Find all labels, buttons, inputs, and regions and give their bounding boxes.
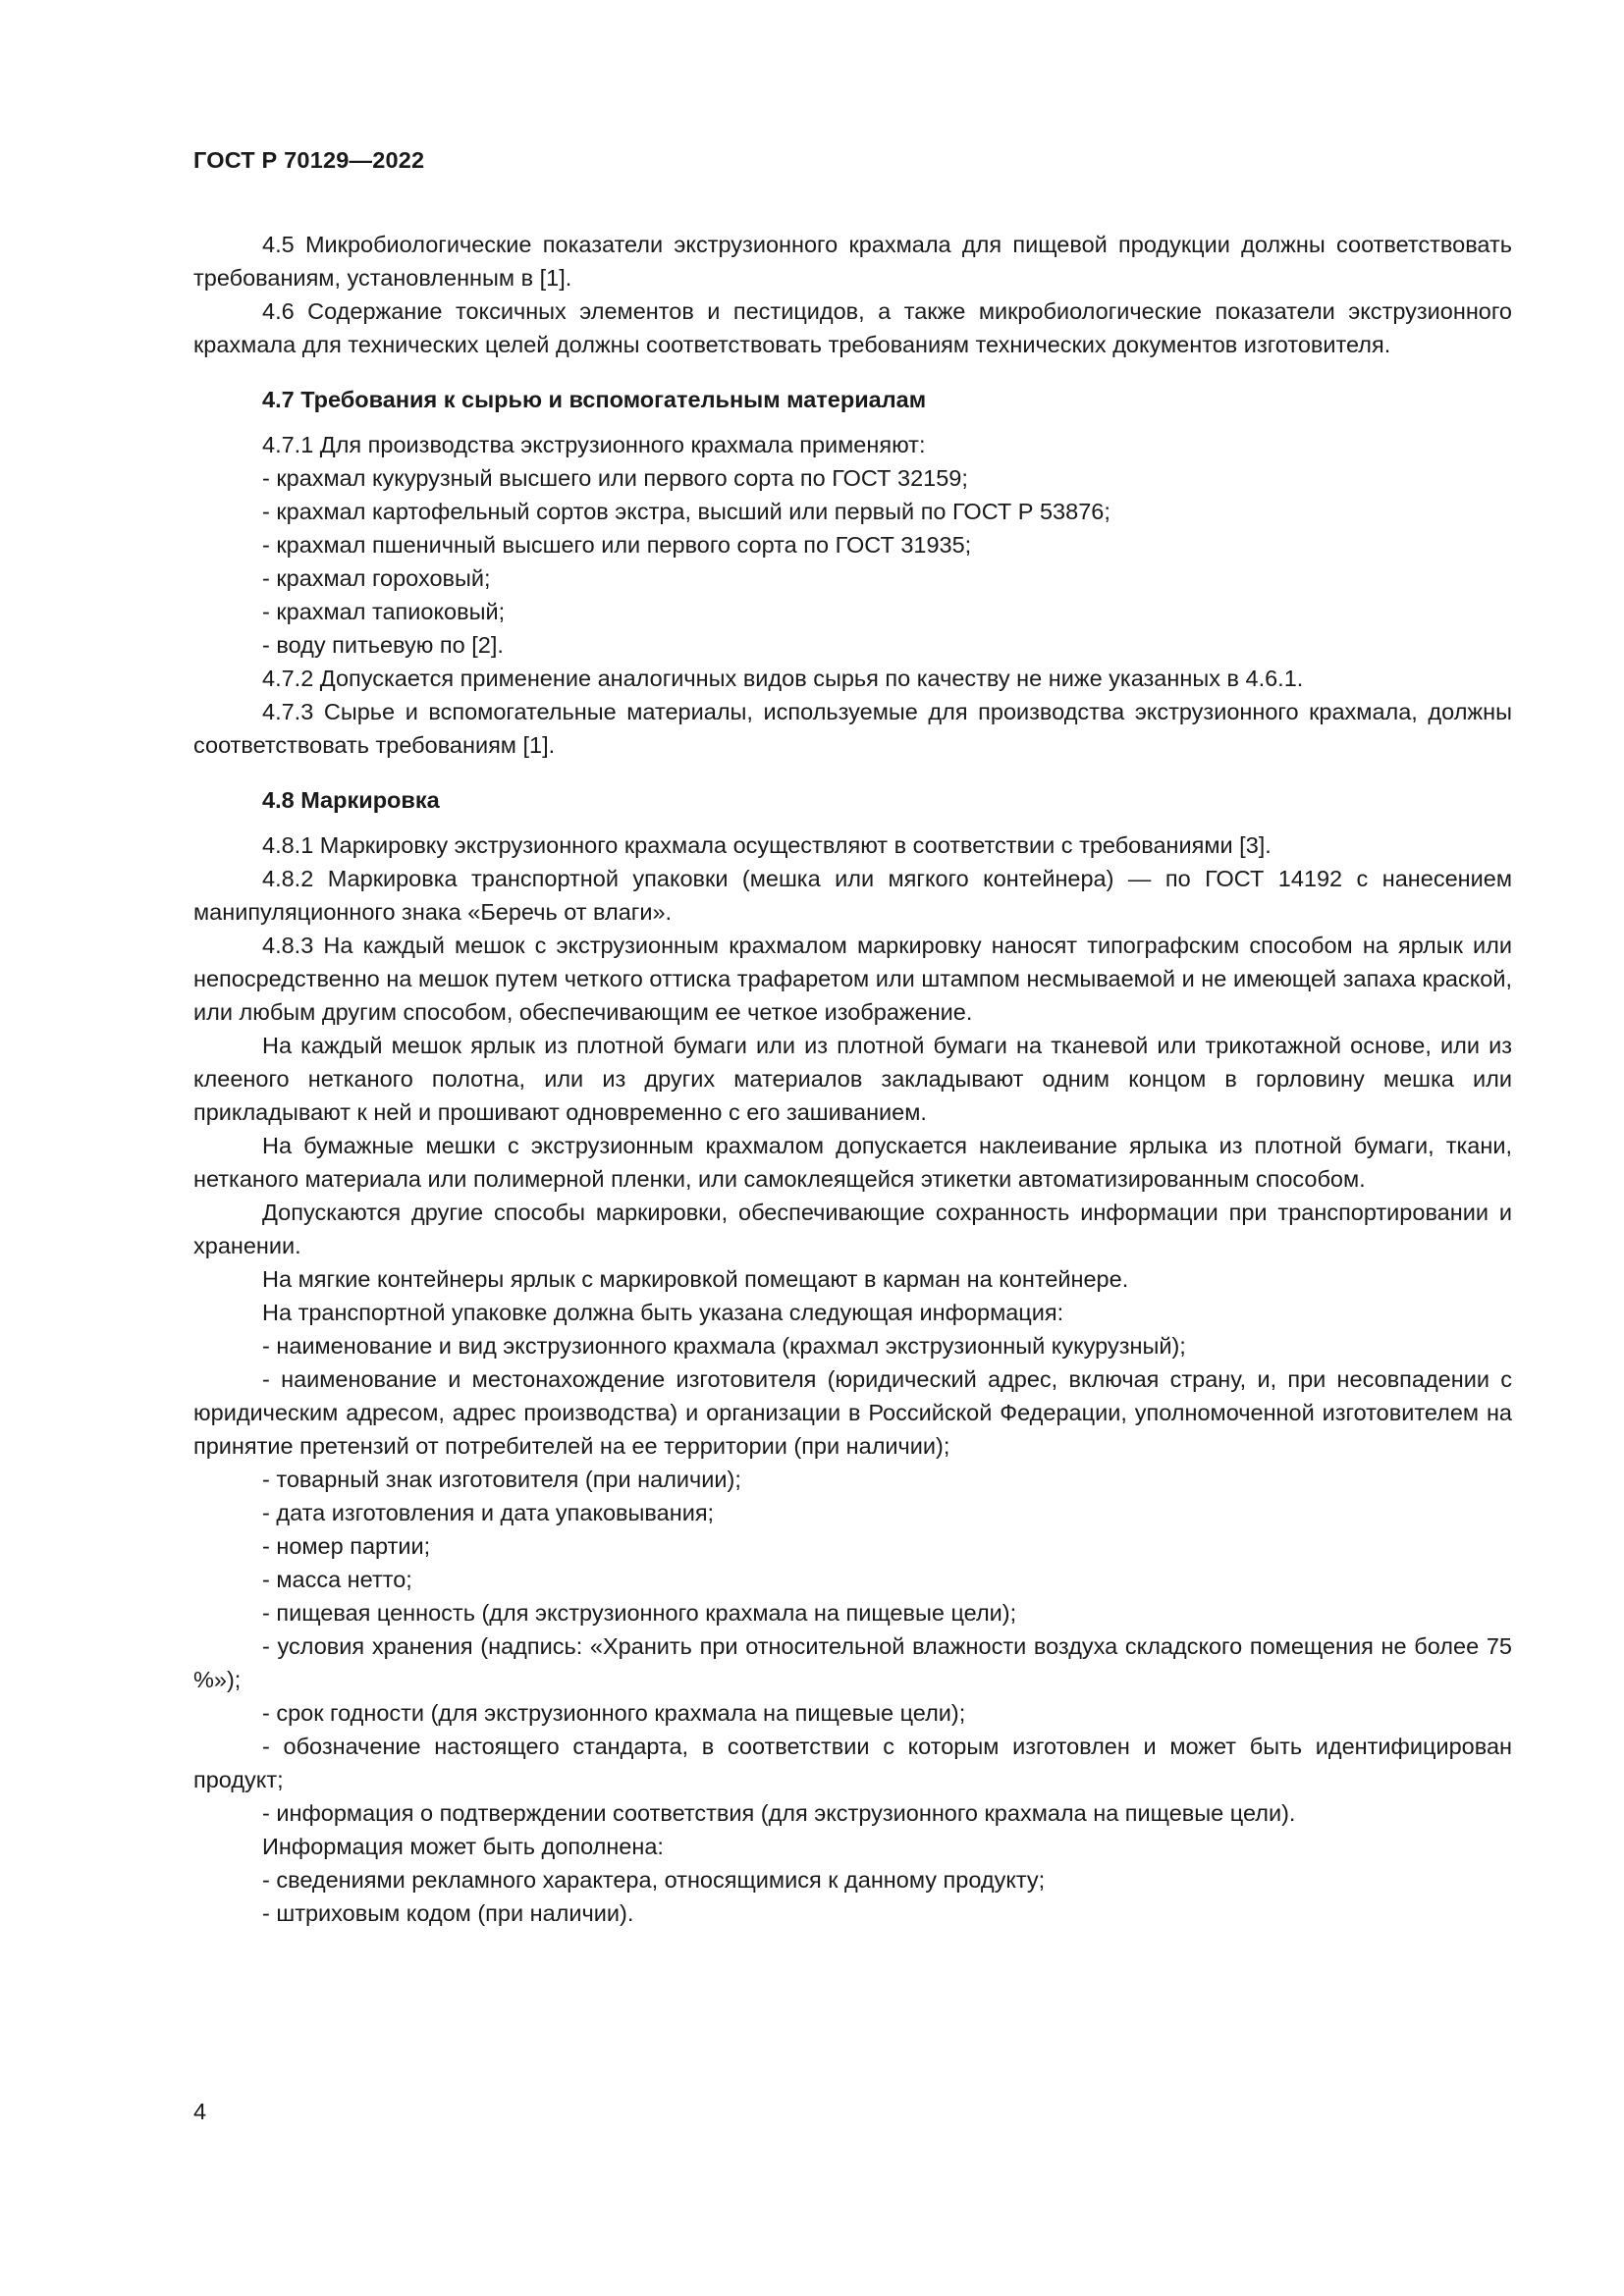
list-item: - срок годности (для экструзионного крахмала на пищевые цели);	[262, 1700, 966, 1726]
list-item: - товарный знак изготовителя (при наличии);	[262, 1467, 741, 1492]
paragraph: На мягкие контейнеры ярлык с маркировкой помещают в карман на контейнере.	[262, 1266, 1129, 1292]
list-item: - крахмал кукурузный высшего или первого сорта по ГОСТ 32159;	[262, 465, 968, 491]
paragraph-4-8-2: 4.8.2 Маркировка транспортной упаковки (мешка или мягкого контейнера) — по ГОСТ 14192 с нанесением манипуляционного знака «Беречь от влаги».	[193, 866, 1512, 925]
section-heading-4-7: 4.7 Требования к сырью и вспомогательным материалам	[262, 387, 927, 412]
list-item: - крахмал картофельный сортов экстра, высший или первый по ГОСТ Р 53876;	[262, 499, 1110, 524]
document-header: ГОСТ Р 70129—2022	[193, 147, 425, 173]
list-item: - сведениями рекламного характера, относящимися к данному продукту;	[262, 1867, 1046, 1893]
paragraph: Информация может быть дополнена:	[262, 1834, 664, 1859]
paragraph-4-7-3: 4.7.3 Сырье и вспомогательные материалы, используемые для производства экструзионного крахмала, должны соответствовать требованиям [1].	[193, 699, 1512, 758]
list-item: - наименование и местонахождение изготовителя (юридический адрес, включая страну, и, при несовпадении с юридическим адресом, адрес производства) и организации в Российской Федерации, уполномоченной изготовителем на принятие претензий от потребителей на ее территории (при наличии);	[193, 1366, 1512, 1459]
section-heading-4-8: 4.8 Маркировка	[262, 787, 440, 813]
list-item: - масса нетто;	[262, 1567, 412, 1592]
list-item: - крахмал тапиоковый;	[262, 599, 506, 624]
paragraph-4-7-2: 4.7.2 Допускается применение аналогичных видов сырья по качеству не ниже указанных в 4.6.1.	[262, 666, 1304, 691]
paragraph-4-8-1: 4.8.1 Маркировку экструзионного крахмала осуществляют в соответствии с требованиями [3].	[262, 832, 1272, 858]
list-item: - воду питьевую по [2].	[262, 632, 504, 658]
list-item: - условия хранения (надпись: «Хранить при относительной влажности воздуха складского помещения не более 75 %»);	[193, 1633, 1512, 1692]
page-number: 4	[193, 2099, 207, 2124]
paragraph: Допускаются другие способы маркировки, обеспечивающие сохранность информации при транспортировании и хранении.	[193, 1200, 1512, 1258]
document-body	[193, 228, 1512, 1930]
paragraph-4-5: 4.5 Микробиологические показатели экструзионного крахмала для пищевой продукции должны соответствовать требованиям, установленным в [1].	[193, 232, 1512, 291]
paragraph-4-8-3: 4.8.3 На каждый мешок с экструзионным крахмалом маркировку наносят типографским способом на ярлык или непосредственно на мешок путем четкого оттиска трафаретом или штампом несмываемой и не имеющей запаха краской, или любым другим способом, обеспечивающим ее четкое изображение.	[193, 933, 1512, 1025]
paragraph-4-7-1: 4.7.1 Для производства экструзионного крахмала применяют:	[262, 432, 926, 457]
list-item: - штриховым кодом (при наличии).	[262, 1900, 634, 1926]
list-item: - крахмал гороховый;	[262, 565, 491, 591]
list-item: - обозначение настоящего стандарта, в соответствии с которым изготовлен и может быть идентифицирован продукт;	[193, 1734, 1512, 1792]
list-item: - пищевая ценность (для экструзионного крахмала на пищевые цели);	[262, 1600, 1017, 1626]
paragraph: На каждый мешок ярлык из плотной бумаги или из плотной бумаги на тканевой или трикотажной основе, или из клееного нетканого полотна, или из других материалов закладывают одним концом в горловину мешка или прикладывают к ней и прошивают одновременно с его зашиванием.	[193, 1033, 1512, 1125]
list-item: - дата изготовления и дата упаковывания;	[262, 1500, 715, 1525]
list-item: - наименование и вид экструзионного крахмала (крахмал экструзионный кукурузный);	[262, 1333, 1186, 1359]
paragraph: На транспортной упаковке должна быть указана следующая информация:	[262, 1300, 1064, 1325]
list-item: - крахмал пшеничный высшего или первого сорта по ГОСТ 31935;	[262, 532, 972, 558]
paragraph-4-6: 4.6 Содержание токсичных элементов и пестицидов, а также микробиологические показатели экструзионного крахмала для технических целей должны соответствовать требованиям технических документов изготовителя.	[193, 298, 1512, 357]
list-item: - информация о подтверждении соответствия (для экструзионного крахмала на пищевые цели).	[262, 1800, 1296, 1826]
list-item: - номер партии;	[262, 1533, 431, 1559]
paragraph: На бумажные мешки с экструзионным крахмалом допускается наклеивание ярлыка из плотной бумаги, ткани, нетканого материала или полимерной пленки, или самоклеящейся этикетки автоматизированным способом.	[193, 1133, 1512, 1192]
